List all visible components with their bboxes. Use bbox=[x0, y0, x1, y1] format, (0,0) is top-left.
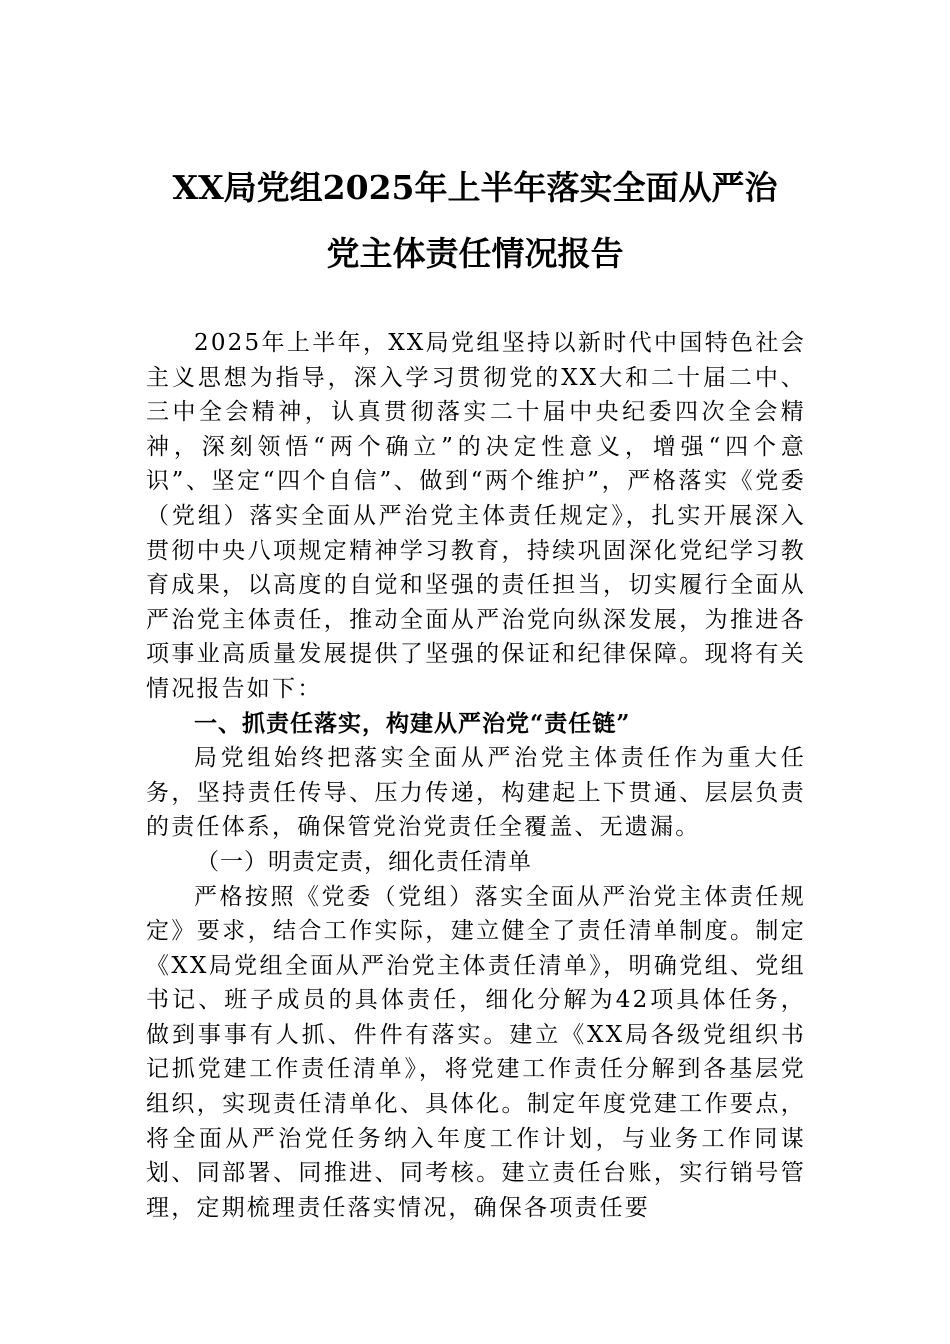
document-title-line-2: 党主体责任情况报告 bbox=[326, 234, 624, 273]
subsection-heading-1: （一）明责定责，细化责任清单 bbox=[196, 848, 532, 875]
intro-paragraph: 2025年上半年，XX局党组坚持以新时代中国特色社会主义思想为指导，深入学习贯彻党的XX大和二十届二中、三中全会精神，认真贯彻落实二十届中央纪委四次全会精神，深刻领悟“两个确立”的决定性意义，增强“四个意识”、坚定“四个自信”、做到“两个维护”，严格落实《党委（党组）落实全面从严治党主体责任规定》，扎实开展深入贯彻中央八项规定精神学习教育，持续巩固深化党纪学习教育成果，以高度的自觉和坚强的责任担当，切实履行全面从严治党主体责任，推动全面从严治党向纵深发展，为推进各项事业高质量发展提供了坚强的保证和纪律保障。现将有关情况报告如下： bbox=[146, 330, 806, 702]
section-heading-1: 一、抓责任落实，构建从严治党“责任链” bbox=[194, 709, 631, 737]
section-1-paragraph: 局党组始终把落实全面从严治党主体责任作为重大任务，坚持责任传导、压力传递，构建起上下贯通、层层负责的责任体系，确保管党治党责任全覆盖、无遗漏。 bbox=[146, 745, 806, 841]
document-title-line-1: XX局党组2025年上半年落实全面从严治 bbox=[172, 168, 778, 207]
document-body bbox=[146, 326, 806, 1225]
subsection-1-paragraph: 严格按照《党委（党组）落实全面从严治党主体责任规定》要求，结合工作实际，建立健全了责任清单制度。制定《XX局党组全面从严治党主体责任清单》，明确党组、党组书记、班子成员的具体责任，细化分解为42项具体任务，做到事事有人抓、件件有落实。建立《XX局各级党组织书记抓党建工作责任清单》，将党建工作责任分解到各基层党组织，实现责任清单化、具体化。制定年度党建工作要点，将全面从严治党任务纳入年度工作计划，与业务工作同谋划、同部署、同推进、同考核。建立责任台账，实行销号管理，定期梳理责任落实情况，确保各项责任要 bbox=[146, 883, 806, 1221]
